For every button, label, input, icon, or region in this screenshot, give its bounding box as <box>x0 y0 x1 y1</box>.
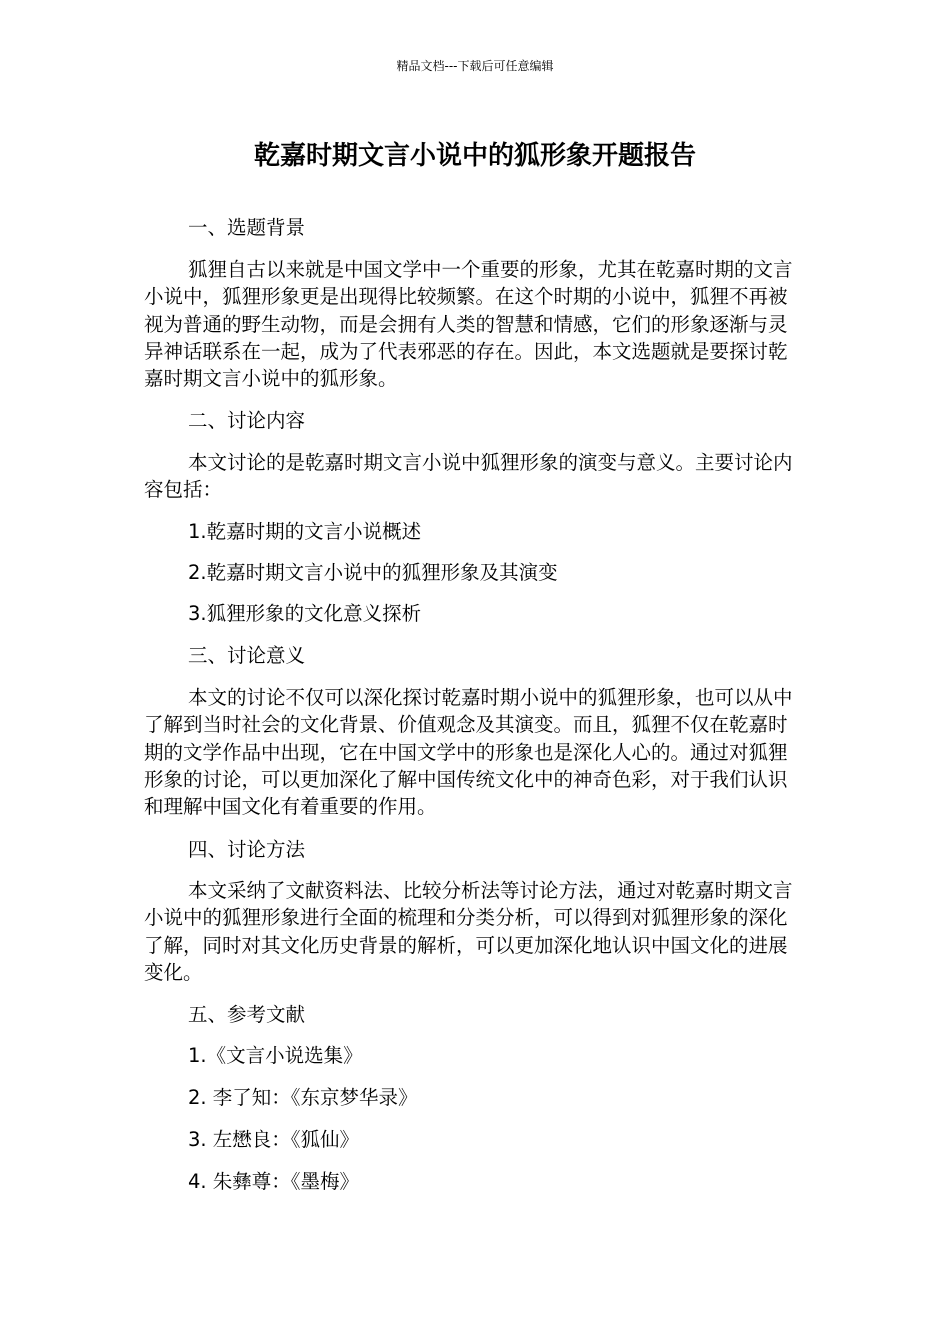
reference-item: 4. 朱彝尊：《墨梅》 <box>188 1170 360 1193</box>
list-item: 1.乾嘉时期的文言小说概述 <box>188 520 422 543</box>
section-heading-references: 五、参考文献 <box>188 1003 306 1026</box>
section-heading-significance: 三、讨论意义 <box>188 644 306 667</box>
reference-item: 3. 左懋良：《狐仙》 <box>188 1128 360 1151</box>
document-title: 乾嘉时期文言小说中的狐形象开题报告 <box>253 141 696 171</box>
list-item: 2.乾嘉时期文言小说中的狐狸形象及其演变 <box>188 561 558 584</box>
list-item: 3.狐狸形象的文化意义探析 <box>188 602 422 625</box>
section-heading-background: 一、选题背景 <box>188 216 306 239</box>
section-paragraph-method: 本文采纳了文献资料法、比较分析法等讨论方法，通过对乾嘉时期文言小说中的狐狸形象进行全面的梳理和分类分析，可以得到对狐狸形象的深化了解，同时对其文化历史背景的解析，可以更加深化地认识中国文化的进展变化。 <box>144 879 793 984</box>
reference-item: 1.《文言小说选集》 <box>188 1044 363 1067</box>
section-paragraph-significance: 本文的讨论不仅可以深化探讨乾嘉时期小说中的狐狸形象，也可以从中了解到当时社会的文化背景、价值观念及其演变。而且，狐狸不仅在乾嘉时期的文学作品中出现，它在中国文学中的形象也是深化人心的。通过对狐狸形象的讨论，可以更加深化了解中国传统文化中的神奇色彩，对于我们认识和理解中国文化有着重要的作用。 <box>144 686 793 819</box>
section-heading-method: 四、讨论方法 <box>188 838 306 861</box>
reference-item: 2. 李了知：《东京梦华录》 <box>188 1086 418 1109</box>
section-paragraph-background: 狐狸自古以来就是中国文学中一个重要的形象，尤其在乾嘉时期的文言小说中，狐狸形象更是出现得比较频繁。在这个时期的小说中，狐狸不再被视为普通的野生动物，而是会拥有人类的智慧和情感，它们的形象逐渐与灵异神话联系在一起，成为了代表邪恶的存在。因此，本文选题就是要探讨乾嘉时期文言小说中的狐形象。 <box>144 258 793 391</box>
section-heading-content: 二、讨论内容 <box>188 409 306 432</box>
header-note: 精品文档---下载后可任意编辑 <box>396 59 554 73</box>
section-paragraph-content: 本文讨论的是乾嘉时期文言小说中狐狸形象的演变与意义。主要讨论内容包括： <box>144 451 793 502</box>
